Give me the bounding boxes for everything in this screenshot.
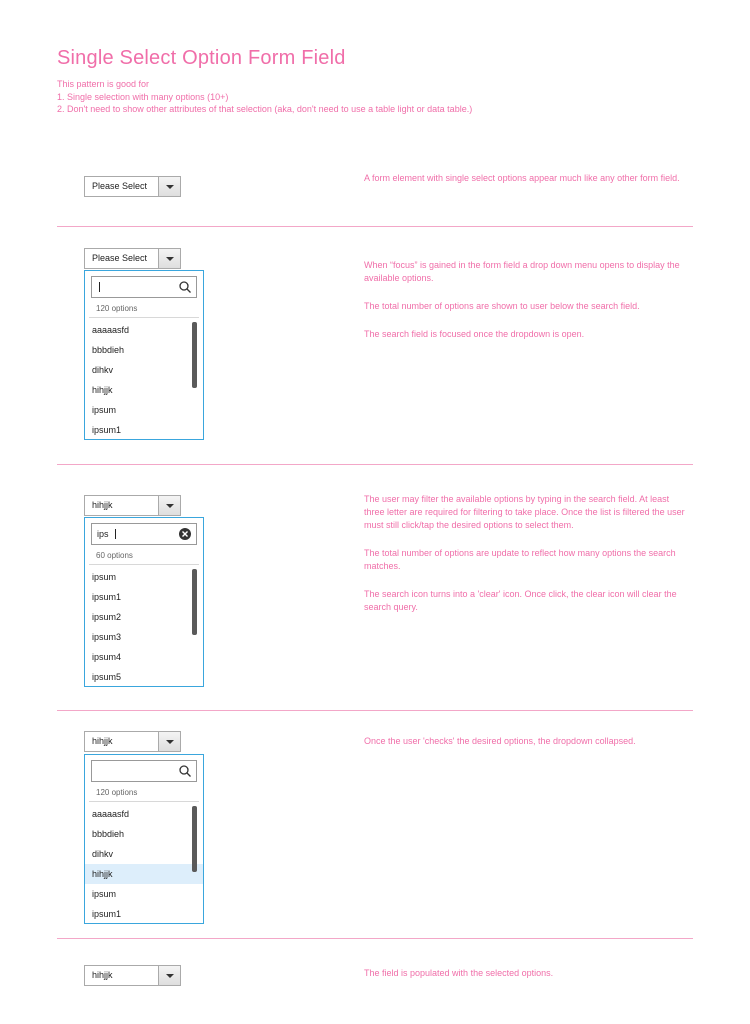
note-4 [364, 735, 692, 759]
chevron-down-icon[interactable] [158, 965, 181, 986]
note-3-p1: The user may filter the available options by typing in the search field. At least three letter are required for filtering to take place. Once the list is filtered the user must still click/tap the desired options to select them. [364, 494, 685, 530]
list-item[interactable]: dihkv [92, 365, 114, 375]
select-value-5: hihjjk [92, 970, 113, 980]
note-4-p1: Once the user 'checks' the desired options, the dropdown collapsed. [364, 736, 636, 746]
section-divider-4 [57, 938, 693, 939]
list-item[interactable]: ipsum5 [92, 672, 122, 682]
list-item[interactable]: ipsum4 [92, 652, 122, 662]
option-count-3: 60 options [89, 547, 199, 565]
note-2 [364, 259, 692, 352]
chevron-down-icon[interactable] [158, 176, 181, 197]
dropdown-scrollbar[interactable] [192, 569, 197, 635]
list-item[interactable]: ipsum1 [92, 592, 122, 602]
note-3 [364, 493, 692, 625]
search-icon[interactable] [178, 764, 192, 778]
note-2-p2: The total number of options are shown to user below the search field. [364, 301, 640, 311]
list-item[interactable]: aaaaasfd [92, 809, 130, 819]
list-item[interactable]: ipsum3 [92, 632, 122, 642]
note-2-p1: When “focus” is gained in the form field a drop down menu opens to display the available options. [364, 260, 680, 283]
list-item[interactable]: dihkv [92, 849, 114, 859]
intro-text [57, 78, 472, 116]
select-field-3[interactable] [84, 495, 181, 516]
note-1-p1: A form element with single select options appear much like any other form field. [364, 173, 680, 183]
text-caret [99, 282, 100, 292]
list-item[interactable]: ipsum1 [92, 909, 122, 919]
dropdown-scrollbar[interactable] [192, 806, 197, 872]
list-item[interactable]: bbbdieh [92, 829, 125, 839]
list-item[interactable]: ipsum2 [92, 612, 122, 622]
section-divider-1 [57, 226, 693, 227]
select-field-1[interactable] [84, 176, 181, 197]
intro-line-1: This pattern is good for [57, 79, 150, 89]
chevron-down-icon[interactable] [158, 248, 181, 269]
select-value-4: hihjjk [92, 736, 113, 746]
search-input-4[interactable] [91, 760, 197, 782]
section-divider-3 [57, 710, 693, 711]
search-value-3: ips [97, 529, 109, 539]
dropdown-panel-4 [84, 754, 204, 924]
clear-icon[interactable] [178, 527, 192, 541]
note-5-p1: The field is populated with the selected options. [364, 968, 554, 978]
search-icon[interactable] [178, 280, 192, 294]
text-caret [115, 529, 116, 539]
select-value-2: Please Select [92, 253, 148, 263]
list-item[interactable]: bbbdieh [92, 345, 125, 355]
select-value-3: hihjjk [92, 500, 113, 510]
select-value-1: Please Select [92, 181, 148, 191]
list-item[interactable]: ipsum [92, 889, 117, 899]
chevron-down-icon[interactable] [158, 731, 181, 752]
note-2-p3: The search field is focused once the dropdown is open. [364, 329, 585, 339]
page-title: Single Select Option Form Field [57, 47, 346, 70]
option-count-2: 120 options [89, 300, 199, 318]
note-3-p2: The total number of options are update to reflect how many options the search matches. [364, 548, 676, 571]
list-item[interactable]: ipsum1 [92, 425, 122, 435]
select-field-2[interactable] [84, 248, 181, 269]
list-item[interactable]: aaaaasfd [92, 325, 130, 335]
search-input-2[interactable] [91, 276, 197, 298]
note-5 [364, 967, 692, 991]
intro-line-2: 1. Single selection with many options (10+) [57, 91, 229, 102]
note-3-p3: The search icon turns into a 'clear' icon. Once click, the clear icon will clear the search query. [364, 589, 677, 612]
select-field-4[interactable] [84, 731, 181, 752]
dropdown-panel-2 [84, 270, 204, 440]
note-1 [364, 172, 692, 196]
select-field-5[interactable] [84, 965, 181, 986]
list-item[interactable]: hihjjk [92, 385, 113, 395]
option-list-4 [85, 802, 203, 928]
option-list-2 [85, 318, 203, 444]
dropdown-scrollbar[interactable] [192, 322, 197, 388]
list-item-selected[interactable]: hihjjk [85, 864, 203, 884]
section-divider-2 [57, 464, 693, 465]
list-item[interactable]: ipsum [92, 572, 117, 582]
list-item[interactable]: ipsum [92, 405, 117, 415]
option-list-3 [85, 565, 203, 691]
chevron-down-icon[interactable] [158, 495, 181, 516]
dropdown-panel-3 [84, 517, 204, 687]
option-count-4: 120 options [89, 784, 199, 802]
search-input-3[interactable] [91, 523, 197, 545]
intro-line-3: 2. Don't need to show other attributes of that selection (aka, don't need to use a table light or data table.) [57, 104, 473, 114]
